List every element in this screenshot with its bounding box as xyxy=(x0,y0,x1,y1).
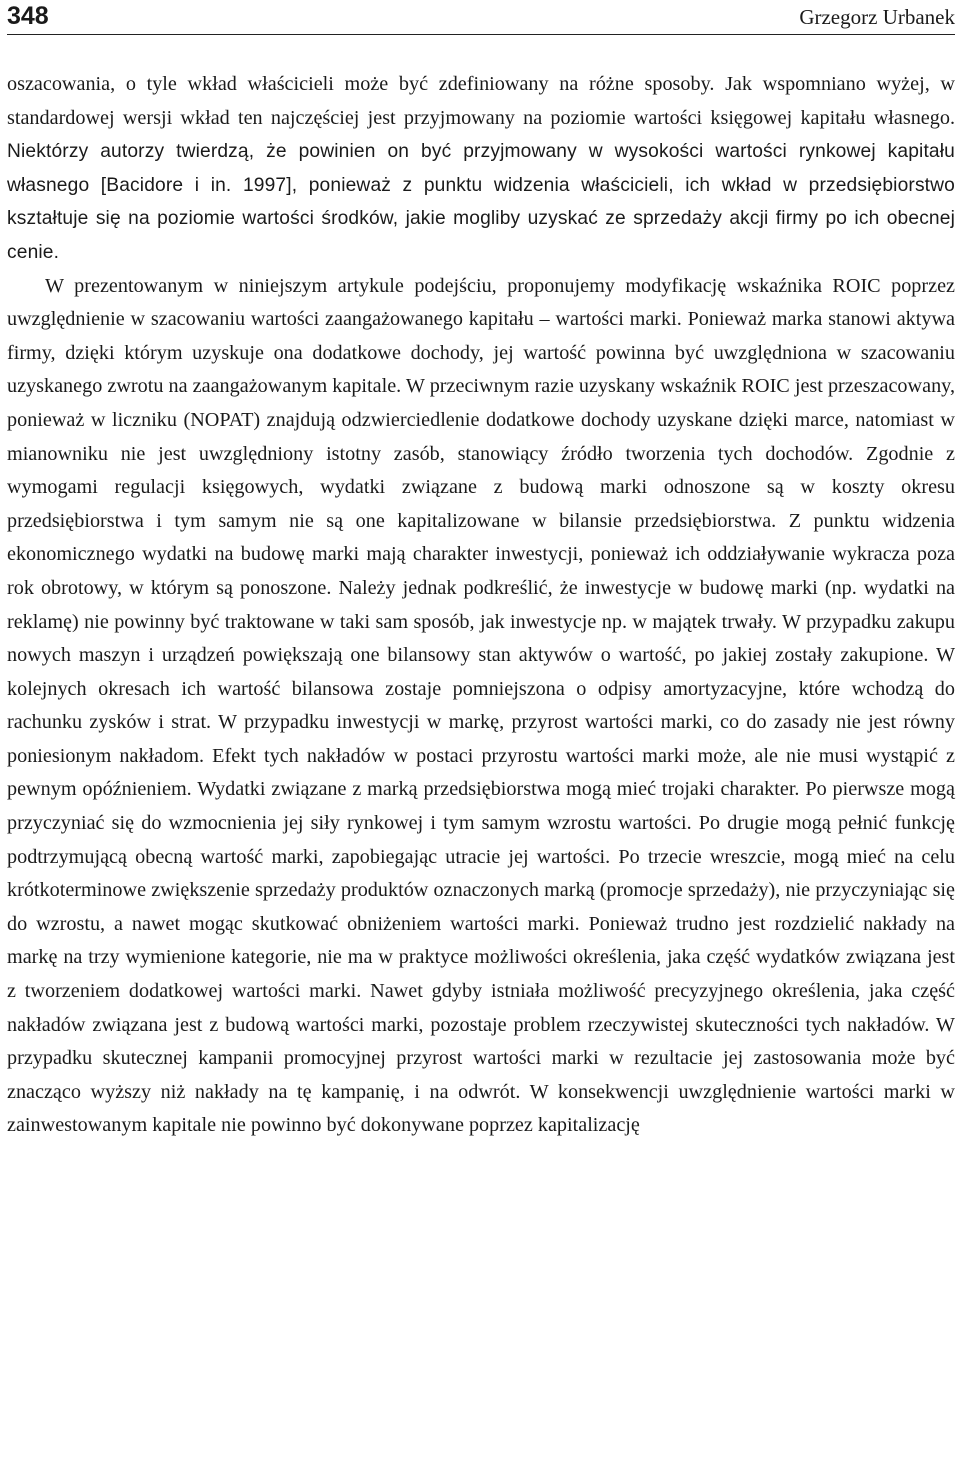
paragraph-text: W prezentowanym w niniejszym artykule podejściu, proponujemy modyfikację wskaźnika ROIC poprzez uwzględnienie w szacowaniu wartości zaangażowanego kapitału – wartości marki. Ponieważ marka stanowi aktywa firmy, dzięki którym uzyskuje ona dodatkowe dochody, jej wartość powinna być uwzględniona w szacowaniu uzyskanego zwrotu na zaangażowanym kapitale. W przeciwnym razie uzyskany wskaźnik ROIC jest przeszacowany, ponieważ w liczniku (NOPAT) znajdują odzwierciedlenie dodatkowe dochody uzyskane dzięki marce, natomiast w mianowniku nie jest uwzględniony istotny zasób, stanowiący źródło tworzenia tych dochodów. Zgodnie z wymogami regulacji księgowych, wydatki związane z budową marki odnoszone są w koszty okresu przedsiębiorstwa i tym samym nie są one kapitalizowane w bilansie przedsiębiorstwa. Z punktu widzenia ekonomicznego wydatki na budowę marki mają charakter inwestycji, ponieważ ich oddziaływanie wykracza poza rok obrotowy, w którym są ponoszone. Należy jednak podkreślić, że inwestycje w budowę marki (np. wydatki na reklamę) nie powinny być traktowane w taki sam sposób, jak inwestycje np. w majątek trwały. W przypadku zakupu nowych maszyn i urządzeń powiększają one bilansowy stan aktywów o wartość, po jakiej zostały zakupione. W kolejnych okresach ich wartość bilansowa zostaje pomniejszona o odpisy amortyzacyjne, które wchodzą do rachunku zysków i strat. W przypadku inwestycji w markę, przyrost wartości marki, co do zasady nie jest równy poniesionym nakładom. Efekt tych nakładów w postaci przyrostu wartości marki może, ale nie musi wystąpić z pewnym opóźnieniem. Wydatki związane z marką przedsiębiorstwa mogą mieć trojaki charakter. Po pierwsze mogą przyczyniać się do wzmocnienia jej siły rynkowej i tym samym wzrostu wartości. Po drugie mogą pełnić funkcję podtrzymującą obecną wartość marki, zapobiegając utracie jej wartości. Po trzecie wreszcie, mogą mieć na celu krótkoterminowe zwiększenie sprzedaży produktów oznaczonych marką (promocje sprzedaży), nie przyczyniając się do wzrostu, a nawet mogąc skutkować obniżeniem wartości marki. Ponieważ trudno jest rozdzielić nakłady na markę na trzy wymienione kategorie, nie ma w praktyce możliwości określenia, jaka część wydatków związana jest z tworzeniem dodatkowej wartości marki. Nawet gdyby istniała możliwość precyzyjnego określenia, jaka część nakładów związana jest z budową wartości marki, pozostaje problem rzeczywistej skuteczności tych nakładów. W przypadku skutecznej kampanii promocyjnej przyrost wartości marki w rezultacie jej zastosowania może być znacząco wyższy niż nakłady na tę kampanię, i na odwrót. W konsekwencji uwzględnienie wartości marki w zainwestowanym kapitale nie powinno być dokonywane poprzez kapitalizację xyxy=(7,274,955,1137)
running-header xyxy=(7,0,955,35)
paragraph-2 xyxy=(7,270,955,1143)
running-header-author: Grzegorz Urbanek xyxy=(799,5,955,29)
document-page xyxy=(7,0,955,1143)
page-number: 348 xyxy=(7,2,49,30)
paragraph-text-sans: Niektórzy autorzy twierdzą, że powinien on być przyjmowany w wysokości wartości rynkowej kapitału własnego [Bacidore i in. 1997], ponieważ z punktu widzenia właścicieli, ich wkład w przedsiębiorstwo kształtuje się na poziomie wartości środków, jakie mogliby uzyskać ze sprzedaży akcji firmy po ich obecnej cenie. xyxy=(7,141,955,263)
paragraph-text: oszacowania, o tyle wkład właścicieli może być zdefiniowany na różne sposoby. Jak wspomniano wyżej, w standardowej wersji wkład ten najczęściej jest przyjmowany na poziomie wartości księgowej kapitału własnego. xyxy=(7,73,955,129)
body-text xyxy=(7,68,955,1143)
paragraph-1 xyxy=(7,68,955,270)
